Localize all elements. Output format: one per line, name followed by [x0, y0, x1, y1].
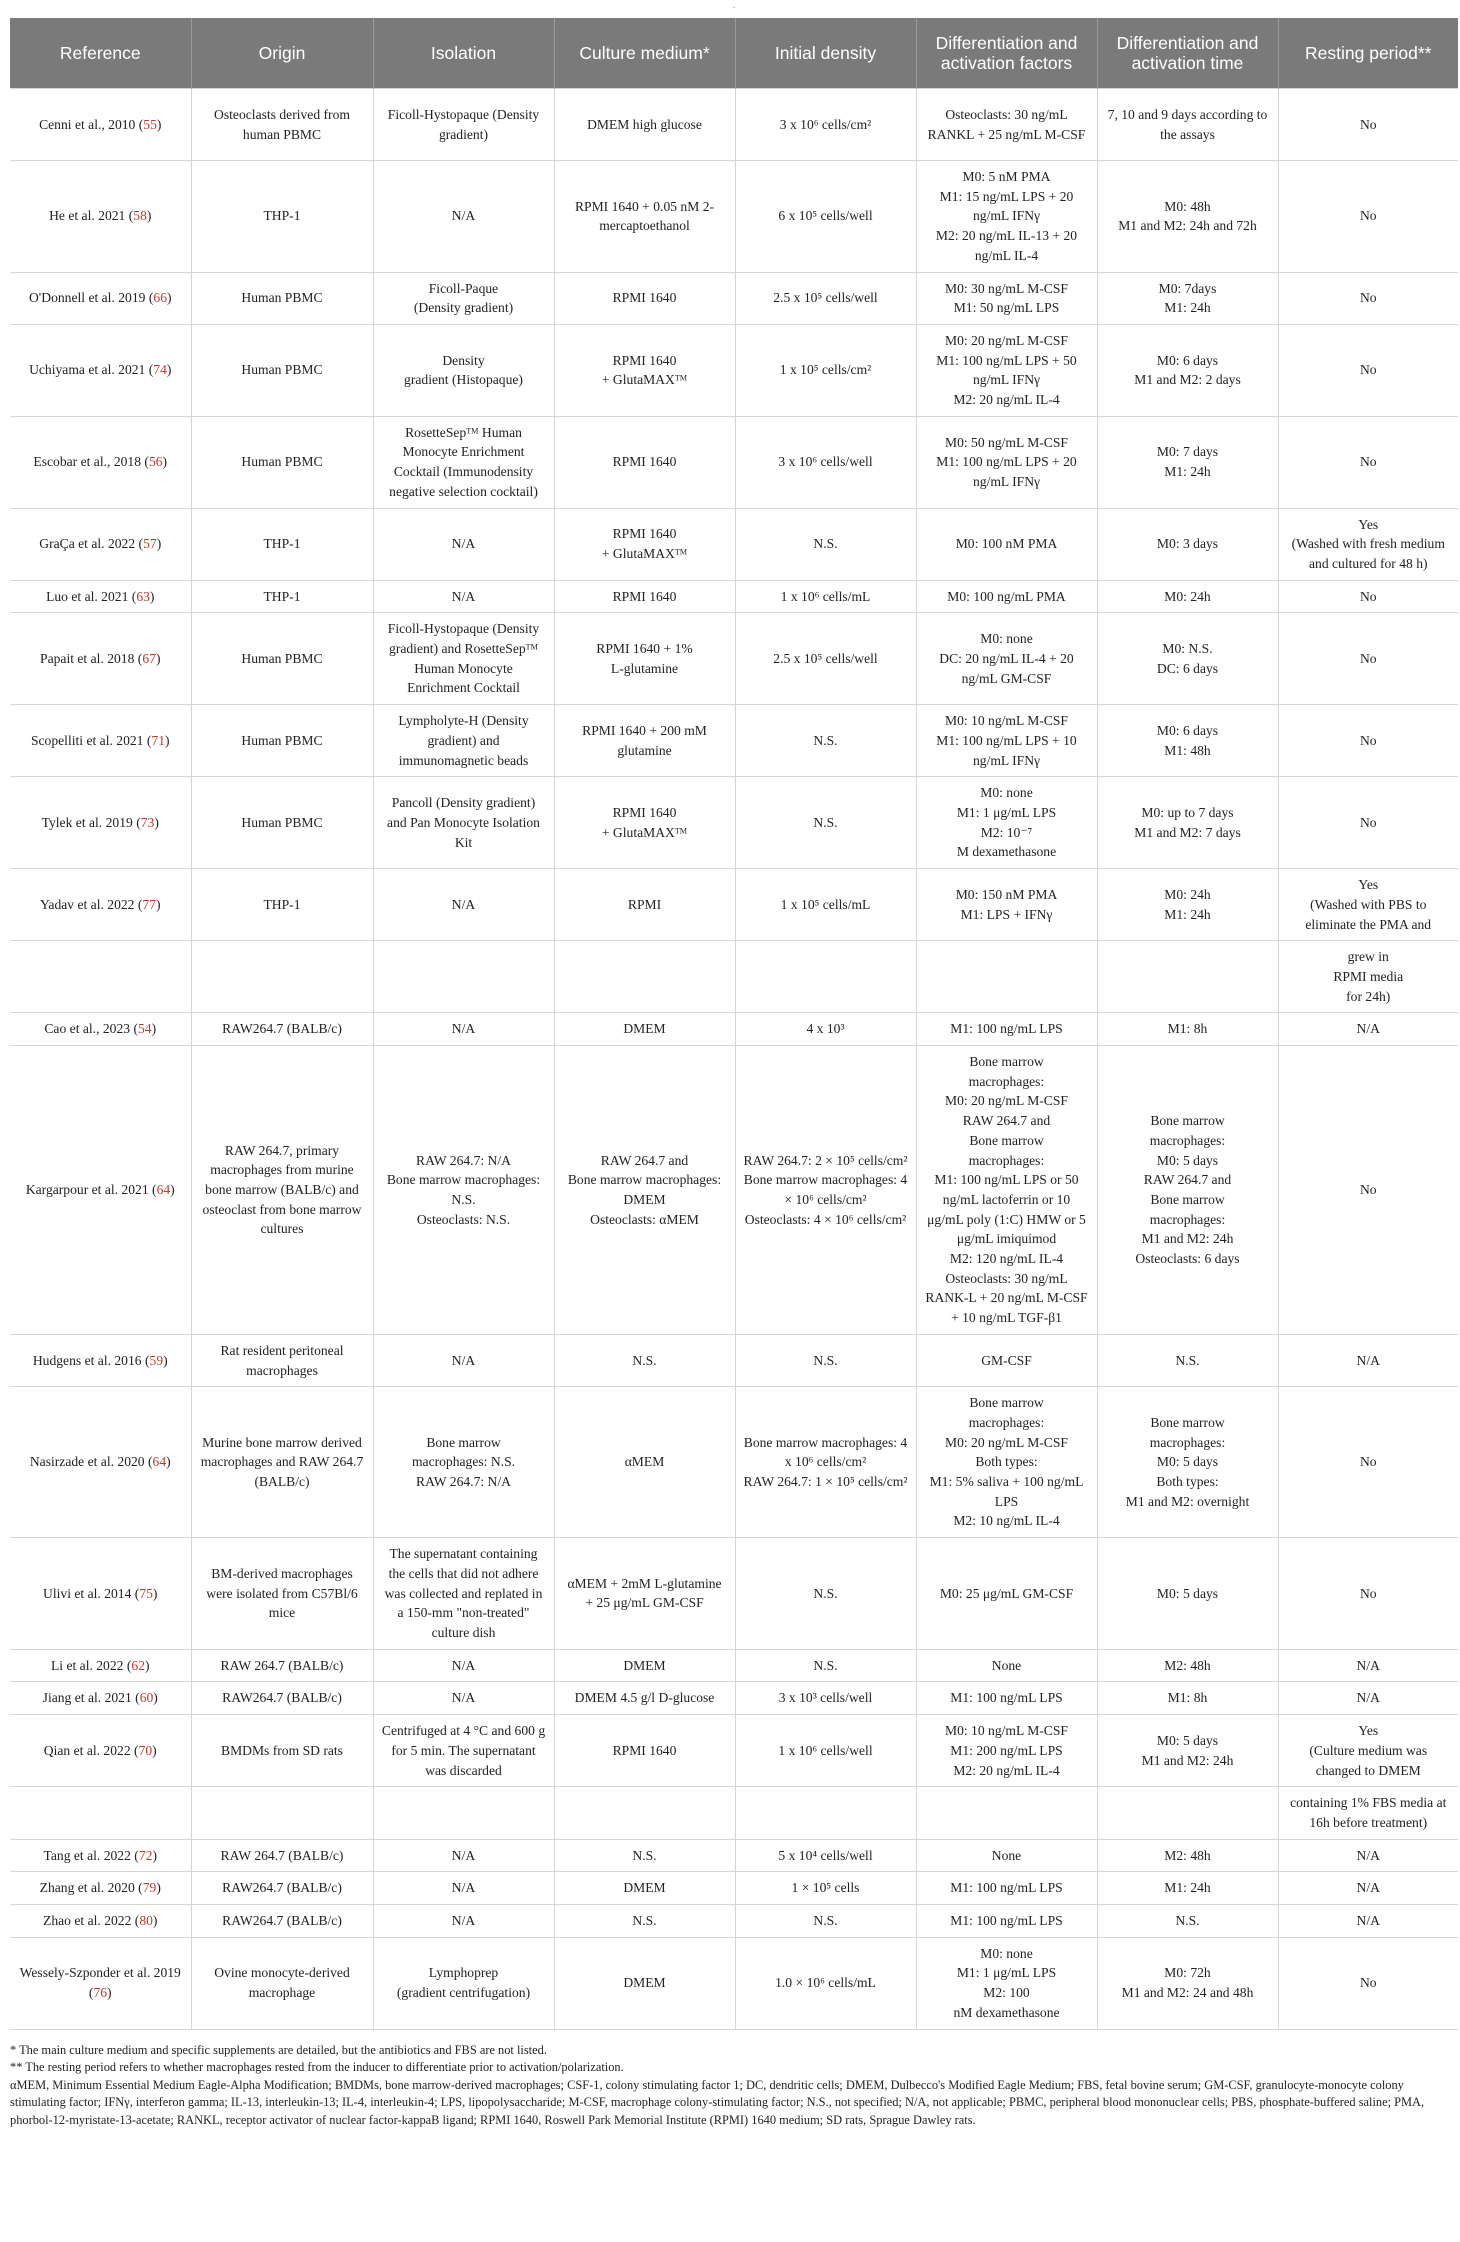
table-row [10, 1682, 1458, 1715]
medium-cell: DMEM [554, 1872, 735, 1905]
header-isolation: Isolation [373, 18, 554, 89]
origin-cell: THP-1 [191, 580, 373, 613]
reference-text: Cenni et al., 2010 [39, 116, 136, 132]
time-cell: M2: 48h [1097, 1839, 1278, 1872]
density-cell: N.S. [735, 1538, 916, 1650]
isolation-cell: Lymphoprep (gradient centrifugation) [373, 1937, 554, 2029]
reference-cell: Zhang et al. 2020 (79) [10, 1872, 191, 1905]
density-cell: 1 x 10⁶ cells/well [735, 1715, 916, 1787]
density-cell: N.S. [735, 508, 916, 580]
density-cell: 2.5 x 10⁵ cells/well [735, 272, 916, 324]
origin-cell: Human PBMC [191, 324, 373, 416]
factors-cell: M0: 10 ng/mL M-CSF M1: 200 ng/mL LPS M2: 20 ng/mL IL-4 [916, 1715, 1097, 1787]
reference-text: Li et al. 2022 [50, 1657, 124, 1673]
rest-cell: N/A [1278, 1872, 1458, 1905]
isolation-cell [373, 1787, 554, 1839]
time-cell: M0: 6 days M1 and M2: 2 days [1097, 324, 1278, 416]
factors-cell: M0: 100 ng/mL PMA [916, 580, 1097, 613]
density-cell: 3 x 10⁶ cells/well [735, 416, 916, 508]
citation-link[interactable]: 60 [139, 1690, 154, 1706]
medium-cell: RPMI 1640 [554, 416, 735, 508]
rest-cell: containing 1% FBS media at 16h before treatment) [1278, 1787, 1458, 1839]
time-cell: M0: 6 days M1: 48h [1097, 705, 1278, 777]
reference-text: Zhao et al. 2022 [43, 1913, 132, 1929]
factors-cell: GM-CSF [916, 1334, 1097, 1386]
table-row [10, 613, 1458, 705]
header-reference: Reference [10, 18, 191, 89]
origin-cell [191, 941, 373, 1013]
reference-cell: GraÇa et al. 2022 (57) [10, 508, 191, 580]
reference-text: Yadav et al. 2022 [39, 896, 135, 912]
table-row [10, 1787, 1458, 1839]
density-cell: 3 x 10⁶ cells/cm² [735, 89, 916, 161]
factors-cell: M0: none M1: 1 μg/mL LPS M2: 10⁻⁷ M dexamethasone [916, 777, 1097, 869]
factors-cell: None [916, 1649, 1097, 1682]
time-cell: M0: 3 days [1097, 508, 1278, 580]
isolation-cell: N/A [373, 161, 554, 273]
citation-link[interactable]: 59 [149, 1352, 164, 1368]
isolation-cell: N/A [373, 508, 554, 580]
time-cell: M0: 48h M1 and M2: 24h and 72h [1097, 161, 1278, 273]
origin-cell: RAW264.7 (BALB/c) [191, 1872, 373, 1905]
table-row [10, 1013, 1458, 1046]
origin-cell: Rat resident peritoneal macrophages [191, 1334, 373, 1386]
citation-link[interactable]: 64 [156, 1182, 171, 1198]
density-cell: 5 x 10⁴ cells/well [735, 1839, 916, 1872]
medium-cell: RPMI 1640 + 1% L-glutamine [554, 613, 735, 705]
reference-cell: Jiang et al. 2021 (60) [10, 1682, 191, 1715]
time-cell: N.S. [1097, 1905, 1278, 1938]
reference-cell: Yadav et al. 2022 (77) [10, 869, 191, 941]
medium-cell: DMEM high glucose [554, 89, 735, 161]
factors-cell: M1: 100 ng/mL LPS [916, 1872, 1097, 1905]
rest-cell: N/A [1278, 1649, 1458, 1682]
reference-text: Wessely-Szponder et al. 2019 [19, 1965, 181, 1981]
factors-cell: M0: 30 ng/mL M-CSF M1: 50 ng/mL LPS [916, 272, 1097, 324]
isolation-cell: N/A [373, 1649, 554, 1682]
medium-cell: DMEM [554, 1937, 735, 2029]
factors-cell: M1: 100 ng/mL LPS [916, 1013, 1097, 1046]
origin-cell: BMDMs from SD rats [191, 1715, 373, 1787]
citation-link[interactable]: 64 [152, 1454, 167, 1470]
reference-text: Cao et al., 2023 [44, 1021, 131, 1037]
isolation-cell: N/A [373, 1905, 554, 1938]
factors-cell: M0: 100 nM PMA [916, 508, 1097, 580]
rest-cell: No [1278, 416, 1458, 508]
table-row [10, 580, 1458, 613]
citation-link[interactable]: 75 [139, 1585, 153, 1601]
reference-text: Tang et al. 2022 [43, 1847, 131, 1863]
rest-cell: No [1278, 89, 1458, 161]
rest-cell: Yes (Washed with PBS to eliminate the PMA and [1278, 869, 1458, 941]
medium-cell: N.S. [554, 1839, 735, 1872]
rest-cell: Yes (Washed with fresh medium and cultured for 48 h) [1278, 508, 1458, 580]
density-cell: 2.5 x 10⁵ cells/well [735, 613, 916, 705]
origin-cell: RAW 264.7 (BALB/c) [191, 1839, 373, 1872]
reference-cell: Kargarpour et al. 2021 (64) [10, 1046, 191, 1335]
time-cell: M0: 24h [1097, 580, 1278, 613]
origin-cell: THP-1 [191, 508, 373, 580]
isolation-cell: N/A [373, 1013, 554, 1046]
citation-link[interactable]: 76 [93, 1985, 108, 2001]
header-row [10, 18, 1458, 89]
table-row [10, 508, 1458, 580]
rest-cell: N/A [1278, 1334, 1458, 1386]
factors-cell: M0: 25 μg/mL GM-CSF [916, 1538, 1097, 1650]
origin-cell: Osteoclasts derived from human PBMC [191, 89, 373, 161]
density-cell: 1.0 × 10⁶ cells/mL [735, 1937, 916, 2029]
rest-cell: N/A [1278, 1839, 1458, 1872]
density-cell: 1 x 10⁶ cells/mL [735, 580, 916, 613]
density-cell: 3 x 10³ cells/well [735, 1682, 916, 1715]
table-row [10, 89, 1458, 161]
isolation-cell: N/A [373, 580, 554, 613]
citation-link[interactable]: 79 [142, 1880, 157, 1896]
reference-text: Nasirzade et al. 2020 [29, 1454, 145, 1470]
time-cell: M0: 7 days M1: 24h [1097, 416, 1278, 508]
medium-cell: RPMI 1640 + GlutaMAXᵀᴹ [554, 508, 735, 580]
medium-cell: RAW 264.7 and Bone marrow macrophages: DMEM Osteoclasts: αMEM [554, 1046, 735, 1335]
header-origin: Origin [191, 18, 373, 89]
table-row [10, 1905, 1458, 1938]
origin-cell: RAW 264.7, primary macrophages from murine bone marrow (BALB/c) and osteoclast from bone marrow cultures [191, 1046, 373, 1335]
density-cell: N.S. [735, 1649, 916, 1682]
rest-cell: N/A [1278, 1905, 1458, 1938]
time-cell: M0: 24h M1: 24h [1097, 869, 1278, 941]
medium-cell: RPMI 1640 [554, 580, 735, 613]
origin-cell: Human PBMC [191, 613, 373, 705]
rest-cell: grew in RPMI media for 24h) [1278, 941, 1458, 1013]
density-cell: 4 x 10³ [735, 1013, 916, 1046]
factors-cell [916, 1787, 1097, 1839]
header-initial-density: Initial density [735, 18, 916, 89]
reference-text: Tylek et al. 2019 [41, 814, 133, 830]
table-header [10, 18, 1458, 89]
factors-cell: Bone marrow macrophages: M0: 20 ng/mL M-CSF RAW 264.7 and Bone marrow macrophages: M1: 100 ng/mL LPS or 50 ng/mL lactoferrin or 10 μg/mL poly (1:C) HMW or 5 μg/mL imiquimod M2: 120 ng/mL IL-4 Osteoclasts: 30 ng/mL RANK-L + 20 ng/mL M-CSF + 10 ng/mL TGF-β1 [916, 1046, 1097, 1335]
isolation-cell: Ficoll-Hystopaque (Density gradient) [373, 89, 554, 161]
reference-cell: Ulivi et al. 2014 (75) [10, 1538, 191, 1650]
time-cell: N.S. [1097, 1334, 1278, 1386]
rest-cell: No [1278, 1387, 1458, 1538]
time-cell: Bone marrow macrophages: M0: 5 days Both types: M1 and M2: overnight [1097, 1387, 1278, 1538]
medium-cell: RPMI [554, 869, 735, 941]
table-row [10, 1715, 1458, 1787]
reference-cell: Zhao et al. 2022 (80) [10, 1905, 191, 1938]
table-row [10, 1334, 1458, 1386]
time-cell: 7, 10 and 9 days according to the assays [1097, 89, 1278, 161]
factors-cell: M0: 50 ng/mL M-CSF M1: 100 ng/mL LPS + 20 ng/mL IFNγ [916, 416, 1097, 508]
citation-link[interactable]: 71 [151, 732, 165, 748]
time-cell: M0: 5 days [1097, 1538, 1278, 1650]
isolation-cell: Bone marrow macrophages: N.S. RAW 264.7: N/A [373, 1387, 554, 1538]
factors-cell: M1: 100 ng/mL LPS [916, 1682, 1097, 1715]
rest-cell: N/A [1278, 1682, 1458, 1715]
header-resting-period: Resting period** [1278, 18, 1458, 89]
reference-text: Scopelliti et al. 2021 [30, 732, 144, 748]
footnote-abbreviations: αMEM, Minimum Essential Medium Eagle-Alpha Modification; BMDMs, bone marrow-derived macrophages; CSF-1, colony stimulating factor 1; DC, dendritic cells; DMEM, Dulbecco's Modified Eagle Medium; FBS, fetal bovine serum; GM-CSF, granulocyte-monocyte colony stimulating factor; IFNγ, interferon gamma; IL-13, interleukin-13; IL-4, interleukin-4; LPS, lipopolysaccharide; M-CSF, macrophage colony-stimulating factor; N.S., not specified; N/A, not applicable; PBMC, peripheral blood mononuclear cells; PBS, phosphate-buffered saline; PMA, phorbol-12-myristate-13-acetate; RANKL, receptor activator of nuclear factor-kappaB ligand; RPMI 1640, Roswell Park Memorial Institute (RPMI) 1640 medium; SD rats, Sprague Dawley rats. [10, 2077, 1425, 2127]
table-body [10, 89, 1458, 2030]
reference-text: Zhang et al. 2020 [39, 1880, 135, 1896]
rest-cell: No [1278, 1937, 1458, 2029]
time-cell [1097, 1787, 1278, 1839]
medium-cell: DMEM 4.5 g/l D-glucose [554, 1682, 735, 1715]
top-marker: · [732, 3, 736, 14]
factors-cell: M0: none DC: 20 ng/mL IL-4 + 20 ng/mL GM-CSF [916, 613, 1097, 705]
density-cell: N.S. [735, 1905, 916, 1938]
footnote: * The main culture medium and specific supplements are detailed, but the antibiotics and FBS are not listed. [10, 2042, 547, 2057]
citation-link[interactable]: 54 [138, 1021, 152, 1037]
isolation-cell [373, 941, 554, 1013]
reference-cell: Escobar et al., 2018 (56) [10, 416, 191, 508]
density-cell: N.S. [735, 705, 916, 777]
reference-text: Hudgens et al. 2016 [32, 1352, 142, 1368]
medium-cell: N.S. [554, 1334, 735, 1386]
citation-link[interactable]: 73 [140, 814, 155, 830]
density-cell: N.S. [735, 1334, 916, 1386]
table-row [10, 1937, 1458, 2029]
rest-cell: No [1278, 1538, 1458, 1650]
reference-text: O'Donnell et al. 2019 [28, 290, 146, 306]
time-cell: M1: 8h [1097, 1682, 1278, 1715]
time-cell: M0: 5 days M1 and M2: 24h [1097, 1715, 1278, 1787]
origin-cell: Human PBMC [191, 705, 373, 777]
table-row [10, 869, 1458, 941]
medium-cell: RPMI 1640 + 0.05 nM 2-mercaptoethanol [554, 161, 735, 273]
origin-cell: Human PBMC [191, 777, 373, 869]
isolation-cell: N/A [373, 869, 554, 941]
isolation-cell: Pancoll (Density gradient) and Pan Monocyte Isolation Kit [373, 777, 554, 869]
time-cell [1097, 941, 1278, 1013]
reference-cell: Tylek et al. 2019 (73) [10, 777, 191, 869]
factors-cell: M0: 150 nM PMA M1: LPS + IFNγ [916, 869, 1097, 941]
citation-link[interactable]: 55 [143, 116, 157, 132]
reference-text: Uchiyama et al. 2021 [29, 362, 146, 378]
factors-cell: None [916, 1839, 1097, 1872]
citation-link[interactable]: 66 [153, 290, 167, 306]
isolation-cell: Centrifuged at 4 °C and 600 g for 5 min. The supernatant was discarded [373, 1715, 554, 1787]
isolation-cell: Lympholyte-H (Density gradient) and immunomagnetic beads [373, 705, 554, 777]
isolation-cell: N/A [373, 1872, 554, 1905]
citation-link[interactable]: 62 [131, 1657, 145, 1673]
table-row [10, 1872, 1458, 1905]
origin-cell [191, 1787, 373, 1839]
table-row [10, 941, 1458, 1013]
isolation-cell: RosetteSepᵀᴹ Human Monocyte Enrichment Cocktail (Immunodensity negative selection cocktail) [373, 416, 554, 508]
rest-cell: No [1278, 161, 1458, 273]
isolation-cell: N/A [373, 1682, 554, 1715]
reference-text: Escobar et al., 2018 [33, 454, 142, 470]
density-cell: 6 x 10⁵ cells/well [735, 161, 916, 273]
origin-cell: THP-1 [191, 869, 373, 941]
table-row [10, 777, 1458, 869]
data-table [10, 18, 1458, 2030]
table-row [10, 324, 1458, 416]
reference-text: Luo et al. 2021 [46, 588, 129, 604]
factors-cell: M1: 100 ng/mL LPS [916, 1905, 1097, 1938]
factors-cell: M0: 5 nM PMA M1: 15 ng/mL LPS + 20 ng/mL IFNγ M2: 20 ng/mL IL-13 + 20 ng/mL IL-4 [916, 161, 1097, 273]
medium-cell [554, 1787, 735, 1839]
density-cell [735, 1787, 916, 1839]
citation-link[interactable]: 67 [142, 650, 156, 666]
reference-cell: Uchiyama et al. 2021 (74) [10, 324, 191, 416]
citation-link[interactable]: 56 [148, 454, 163, 470]
reference-cell: Luo et al. 2021 (63) [10, 580, 191, 613]
rest-cell: No [1278, 613, 1458, 705]
reference-cell: Papait et al. 2018 (67) [10, 613, 191, 705]
isolation-cell: N/A [373, 1839, 554, 1872]
medium-cell: RPMI 1640 [554, 272, 735, 324]
time-cell: M0: 7days M1: 24h [1097, 272, 1278, 324]
rest-cell: N/A [1278, 1013, 1458, 1046]
origin-cell: Murine bone marrow derived macrophages and RAW 264.7 (BALB/c) [191, 1387, 373, 1538]
header-factors: Differentiation and activation factors [916, 18, 1097, 89]
table-row [10, 705, 1458, 777]
medium-cell: RPMI 1640 + GlutaMAXᵀᴹ [554, 777, 735, 869]
citation-link[interactable]: 70 [138, 1742, 153, 1758]
density-cell: 1 × 10⁵ cells [735, 1872, 916, 1905]
footnote: ** The resting period refers to whether macrophages rested from the inducer to differentiate prior to activation/polarization. [10, 2060, 624, 2075]
reference-text: Jiang et al. 2021 [42, 1690, 132, 1706]
factors-cell: M0: none M1: 1 μg/mL LPS M2: 100 nM dexamethasone [916, 1937, 1097, 2029]
origin-cell: Human PBMC [191, 272, 373, 324]
citation-link[interactable]: 63 [136, 588, 150, 604]
origin-cell: THP-1 [191, 161, 373, 273]
factors-cell: M0: 10 ng/mL M-CSF M1: 100 ng/mL LPS + 10 ng/mL IFNγ [916, 705, 1097, 777]
medium-cell [554, 941, 735, 1013]
time-cell: M0: 72h M1 and M2: 24 and 48h [1097, 1937, 1278, 2029]
isolation-cell: Ficoll-Paque (Density gradient) [373, 272, 554, 324]
medium-cell: N.S. [554, 1905, 735, 1938]
reference-cell: Tang et al. 2022 (72) [10, 1839, 191, 1872]
origin-cell: BM-derived macrophages were isolated from C57Bl/6 mice [191, 1538, 373, 1650]
time-cell: M1: 24h [1097, 1872, 1278, 1905]
table-row [10, 1387, 1458, 1538]
time-cell: M2: 48h [1097, 1649, 1278, 1682]
factors-cell: M0: 20 ng/mL M-CSF M1: 100 ng/mL LPS + 50 ng/mL IFNγ M2: 20 ng/mL IL-4 [916, 324, 1097, 416]
rest-cell: No [1278, 705, 1458, 777]
header-time: Differentiation and activation time [1097, 18, 1278, 89]
table-row [10, 1839, 1458, 1872]
reference-text: Ulivi et al. 2014 [43, 1585, 132, 1601]
time-cell: M0: up to 7 days M1 and M2: 7 days [1097, 777, 1278, 869]
header-culture-medium: Culture medium* [554, 18, 735, 89]
origin-cell: RAW264.7 (BALB/c) [191, 1013, 373, 1046]
footnotes [10, 2042, 1458, 2130]
medium-cell: RPMI 1640 [554, 1715, 735, 1787]
reference-cell: Qian et al. 2022 (70) [10, 1715, 191, 1787]
reference-text: Papait et al. 2018 [40, 650, 135, 666]
table-row [10, 272, 1458, 324]
isolation-cell: The supernatant containing the cells that did not adhere was collected and replated in a 150-mm "non-treated" culture dish [373, 1538, 554, 1650]
citation-link[interactable]: 58 [133, 208, 147, 224]
medium-cell: DMEM [554, 1013, 735, 1046]
reference-cell: Nasirzade et al. 2020 (64) [10, 1387, 191, 1538]
isolation-cell: N/A [373, 1334, 554, 1386]
time-cell: M0: N.S. DC: 6 days [1097, 613, 1278, 705]
reference-text: Kargarpour et al. 2021 [25, 1182, 149, 1198]
medium-cell: αMEM + 2mM L-glutamine + 25 μg/mL GM-CSF [554, 1538, 735, 1650]
density-cell: N.S. [735, 777, 916, 869]
isolation-cell: RAW 264.7: N/A Bone marrow macrophages: N.S. Osteoclasts: N.S. [373, 1046, 554, 1335]
reference-cell [10, 941, 191, 1013]
rest-cell: No [1278, 777, 1458, 869]
reference-cell: Wessely-Szponder et al. 2019 (76) [10, 1937, 191, 2029]
origin-cell: RAW264.7 (BALB/c) [191, 1905, 373, 1938]
document-page [10, 0, 1458, 2130]
origin-cell: Ovine monocyte-derived macrophage [191, 1937, 373, 2029]
table-row [10, 161, 1458, 273]
density-cell: 1 x 10⁵ cells/mL [735, 869, 916, 941]
reference-cell: He et al. 2021 (58) [10, 161, 191, 273]
reference-cell: Li et al. 2022 (62) [10, 1649, 191, 1682]
medium-cell: αMEM [554, 1387, 735, 1538]
citation-link[interactable]: 57 [143, 536, 157, 552]
citation-link[interactable]: 80 [139, 1913, 153, 1929]
reference-cell: Cao et al., 2023 (54) [10, 1013, 191, 1046]
isolation-cell: Ficoll-Hystopaque (Density gradient) and RosetteSepᵀᴹ Human Monocyte Enrichment Cocktail [373, 613, 554, 705]
density-cell: RAW 264.7: 2 × 10⁵ cells/cm² Bone marrow macrophages: 4 × 10⁶ cells/cm² Osteoclasts: 4 × 10⁶ cells/cm² [735, 1046, 916, 1335]
medium-cell: RPMI 1640 + GlutaMAXᵀᴹ [554, 324, 735, 416]
reference-cell: Hudgens et al. 2016 (59) [10, 1334, 191, 1386]
reference-cell: O'Donnell et al. 2019 (66) [10, 272, 191, 324]
reference-text: Qian et al. 2022 [43, 1742, 131, 1758]
citation-link[interactable]: 72 [138, 1847, 153, 1863]
density-cell: 1 x 10⁵ cells/cm² [735, 324, 916, 416]
factors-cell: Bone marrow macrophages: M0: 20 ng/mL M-CSF Both types: M1: 5% saliva + 100 ng/mL LPS M2: 10 ng/mL IL-4 [916, 1387, 1097, 1538]
table-row [10, 1649, 1458, 1682]
citation-link[interactable]: 77 [142, 896, 157, 912]
isolation-cell: Density gradient (Histopaque) [373, 324, 554, 416]
reference-cell: Scopelliti et al. 2021 (71) [10, 705, 191, 777]
reference-cell: Cenni et al., 2010 (55) [10, 89, 191, 161]
rest-cell: No [1278, 324, 1458, 416]
reference-text: GraÇa et al. 2022 [39, 536, 136, 552]
table-row [10, 416, 1458, 508]
table-row [10, 1046, 1458, 1335]
origin-cell: RAW264.7 (BALB/c) [191, 1682, 373, 1715]
origin-cell: RAW 264.7 (BALB/c) [191, 1649, 373, 1682]
reference-text: He et al. 2021 [49, 208, 126, 224]
density-cell [735, 941, 916, 1013]
rest-cell: No [1278, 580, 1458, 613]
rest-cell: No [1278, 1046, 1458, 1335]
factors-cell: Osteoclasts: 30 ng/mL RANKL + 25 ng/mL M-CSF [916, 89, 1097, 161]
citation-link[interactable]: 74 [153, 362, 167, 378]
time-cell: Bone marrow macrophages: M0: 5 days RAW 264.7 and Bone marrow macrophages: M1 and M2: 24h Osteoclasts: 6 days [1097, 1046, 1278, 1335]
origin-cell: Human PBMC [191, 416, 373, 508]
time-cell: M1: 8h [1097, 1013, 1278, 1046]
density-cell: Bone marrow macrophages: 4 x 10⁶ cells/cm² RAW 264.7: 1 × 10⁵ cells/cm² [735, 1387, 916, 1538]
reference-cell [10, 1787, 191, 1839]
medium-cell: RPMI 1640 + 200 mM glutamine [554, 705, 735, 777]
factors-cell [916, 941, 1097, 1013]
rest-cell: No [1278, 272, 1458, 324]
rest-cell: Yes (Culture medium was changed to DMEM [1278, 1715, 1458, 1787]
table-row [10, 1538, 1458, 1650]
medium-cell: DMEM [554, 1649, 735, 1682]
